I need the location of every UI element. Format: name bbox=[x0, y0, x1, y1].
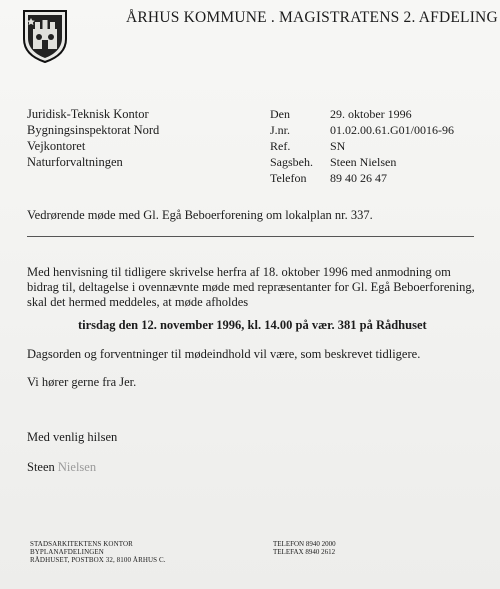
signer-last-name: Nielsen bbox=[57, 460, 97, 474]
signer-first-name: Steen bbox=[27, 460, 55, 474]
agenda-paragraph: Dagsorden og forventninger til mødeindhold vil være, som beskrevet tidligere. bbox=[27, 347, 421, 361]
meta-value: 89 40 26 47 bbox=[330, 171, 387, 185]
meta-row-journal bbox=[270, 122, 454, 138]
footer-line: TELEFAX 8940 2612 bbox=[273, 548, 336, 556]
meta-row-case-officer bbox=[270, 154, 454, 170]
footer-line: TELEFON 8940 2000 bbox=[273, 540, 336, 548]
meta-label: Sagsbeh. bbox=[270, 155, 313, 169]
coat-of-arms-icon bbox=[22, 9, 68, 63]
body-paragraph: Med henvisning til tidligere skrivelse herfra af 18. oktober 1996 med anmodning om bidrag til, deltagelse i ovennævnte møde med repræsentanter for Gl. Egå Beboerforening, skal det hermed meddeles, at møde afholdes bbox=[27, 265, 475, 309]
closing-greeting: Med venlig hilsen bbox=[27, 430, 118, 444]
department-list bbox=[27, 106, 159, 170]
meeting-details: tirsdag den 12. november 1996, kl. 14.00 på vær. 381 på Rådhuset bbox=[78, 318, 427, 332]
footer-address bbox=[30, 540, 166, 564]
meta-row-phone bbox=[270, 170, 454, 186]
footer-contact bbox=[273, 540, 336, 556]
meta-label: Den bbox=[270, 107, 290, 121]
meta-row-date bbox=[270, 106, 454, 122]
footer-line: BYPLANAFDELINGEN bbox=[30, 548, 104, 556]
meta-row-reference bbox=[270, 138, 454, 154]
subject-divider bbox=[27, 236, 474, 237]
meta-value: 29. oktober 1996 bbox=[330, 107, 412, 121]
department-item: Bygningsinspektorat Nord bbox=[27, 123, 160, 137]
letterhead-organization: ÅRHUS KOMMUNE . MAGISTRATENS 2. AFDELING bbox=[126, 9, 498, 26]
meta-value: Steen Nielsen bbox=[330, 155, 397, 169]
meta-value: SN bbox=[330, 139, 346, 153]
closing-remark: Vi hører gerne fra Jer. bbox=[27, 375, 137, 389]
letter-meta bbox=[270, 106, 454, 186]
meta-label: Ref. bbox=[270, 139, 291, 153]
department-item: Naturforvaltningen bbox=[27, 155, 123, 169]
meta-label: Telefon bbox=[270, 171, 307, 185]
signature bbox=[27, 460, 96, 475]
department-item: Vejkontoret bbox=[27, 139, 86, 153]
meta-value: 01.02.00.61.G01/0016-96 bbox=[330, 123, 454, 137]
department-item: Juridisk-Teknisk Kontor bbox=[27, 107, 149, 121]
footer-line: RÅDHUSET, POSTBOX 32, 8100 ÅRHUS C. bbox=[30, 556, 166, 564]
letter-subject: Vedrørende møde med Gl. Egå Beboerforening om lokalplan nr. 337. bbox=[27, 208, 373, 222]
meta-label: J.nr. bbox=[270, 123, 291, 137]
footer-line: STADSARKITEKTENS KONTOR bbox=[30, 540, 133, 548]
